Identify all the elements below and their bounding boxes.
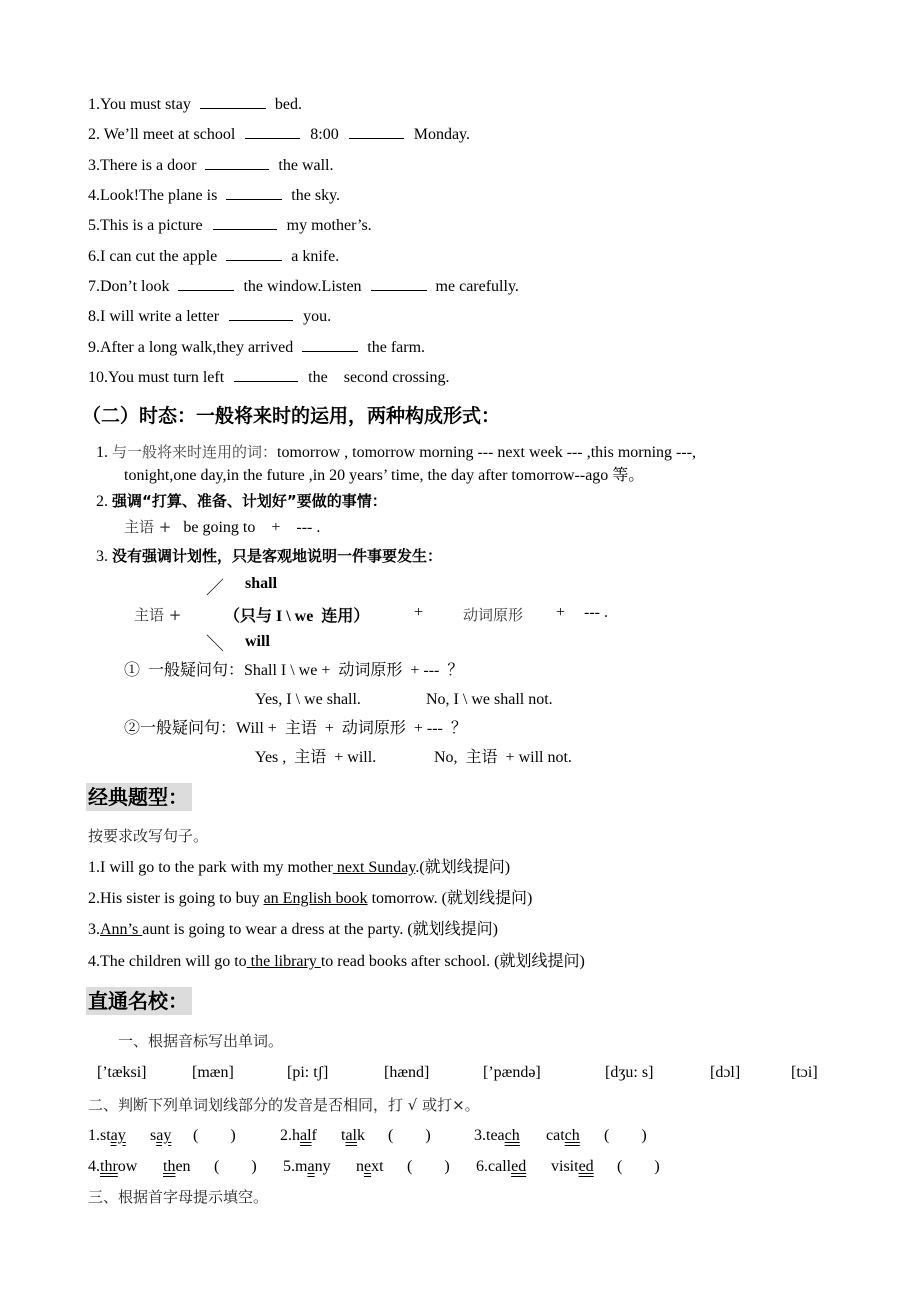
answer-parentheses[interactable]: ( ) — [604, 1127, 647, 1144]
item-number: 8. — [88, 308, 100, 325]
answer-parentheses[interactable]: ( ) — [193, 1127, 236, 1144]
answer-no-2: No, 主语 + will not. — [434, 749, 572, 766]
phonetic-item: [hænd] — [384, 1064, 430, 1081]
underlined-sound: e — [364, 1158, 372, 1175]
answer-blank[interactable] — [234, 367, 298, 382]
pair-number: 3. — [474, 1127, 486, 1144]
answer-parentheses[interactable]: ( ) — [617, 1158, 660, 1175]
point-number: 3. — [96, 548, 108, 565]
underlined-sound: ch — [564, 1127, 580, 1144]
sentence-text: 3. — [88, 921, 100, 938]
answer-parentheses[interactable]: ( ) — [388, 1127, 431, 1144]
point-number: 2. — [96, 493, 108, 510]
sentence-text: 2.His sister is going to buy — [88, 890, 264, 907]
answer-blank[interactable] — [226, 246, 282, 261]
item-text: There is a door — [100, 157, 197, 174]
sentence-instruction: to read books after school. (就划线提问) — [320, 953, 585, 970]
section-heading: 直通名校： — [86, 987, 192, 1015]
answer-blank[interactable] — [226, 185, 282, 200]
underlined-sound: ed — [578, 1158, 594, 1175]
usage-note: （只与 I \ we 连用） — [224, 608, 370, 625]
word-part: en — [175, 1158, 191, 1175]
question-form-2: ②一般疑问句：Will + 主语 + 动词原形 + --- ？ — [124, 720, 467, 737]
item-text: the farm. — [367, 339, 426, 356]
formula-plus: + — [271, 519, 281, 536]
item-number: 3. — [88, 157, 100, 174]
answer-blank[interactable] — [213, 215, 277, 230]
item-text: my mother’s. — [286, 217, 372, 234]
item-text: You must turn left — [108, 369, 225, 386]
word-part: xt — [371, 1158, 384, 1175]
question-form-1: ① 一般疑问句：Shall I \ we + 动词原形 + --- ？ — [124, 662, 464, 679]
item-number: 7. — [88, 278, 100, 295]
item-number: 9. — [88, 339, 100, 356]
underlined-sound: ed — [511, 1158, 527, 1175]
point-number: 1. — [96, 444, 108, 461]
phonetic-item: [mæn] — [192, 1064, 234, 1081]
sentence-text: 4.The children will go to — [88, 953, 247, 970]
formula-verb: 动词原形 — [463, 606, 524, 624]
point-text: 强调“打算、准备、计划好”要做的事情： — [112, 492, 387, 510]
underlined-sound: thr — [100, 1158, 118, 1175]
pair-number: 2. — [280, 1127, 292, 1144]
school-heading — [86, 988, 192, 1017]
answer-blank[interactable] — [302, 337, 358, 352]
part-3-title: 三、根据首字母提示填空。 — [88, 1188, 269, 1206]
formula-phrase: be going to — [183, 519, 256, 536]
answer-yes-1: Yes, I \ we shall. — [255, 691, 361, 708]
pair-4 — [88, 1157, 137, 1177]
sentence-instruction: tomorrow. (就划线提问) — [367, 890, 533, 907]
point-text: 没有强调计划性，只是客观地说明一件事要发生： — [112, 547, 443, 565]
answer-no-1: No, I \ we shall not. — [426, 691, 553, 708]
word-part: visit — [551, 1158, 579, 1175]
exercise-item-3 — [88, 155, 334, 176]
item-text: 8:00 — [310, 126, 339, 143]
word-part: s — [150, 1127, 157, 1144]
underlined-sound: a — [307, 1158, 315, 1175]
be-going-to-formula — [124, 517, 320, 538]
answer-blank[interactable] — [229, 306, 293, 321]
item-number: 1. — [88, 96, 100, 113]
will-label: will — [245, 633, 270, 650]
item-text: the second crossing. — [308, 369, 450, 386]
word-part: ow — [117, 1158, 138, 1175]
formula-subject: 主语 + — [124, 518, 172, 536]
point-1-continued: tonight,one day,in the future ,in 20 years’ time, the day after tomorrow--ago 等。 — [124, 467, 645, 484]
answer-blank[interactable] — [371, 276, 427, 291]
underlined-part: the library — [246, 953, 321, 970]
exercise-item-4 — [88, 185, 340, 206]
pair-5 — [283, 1157, 331, 1177]
item-number: 10. — [88, 369, 108, 386]
shall-label: shall — [245, 575, 278, 592]
sentence-instruction: aunt is going to wear a dress at the party. (就划线提问) — [142, 921, 499, 938]
underlined-part: an English book — [263, 890, 368, 907]
point-1 — [96, 442, 696, 463]
word-part: h — [292, 1127, 300, 1144]
pair-5-word-2 — [356, 1157, 384, 1177]
word-part: st — [100, 1127, 111, 1144]
answer-blank[interactable] — [200, 94, 266, 109]
sentence-text: 1.I will go to the park with my mother — [88, 859, 333, 876]
section-title: （二）时态：一般将来时的运用，两种构成形式： — [82, 405, 501, 427]
rewrite-item-3 — [88, 920, 498, 940]
underlined-part: next Sunday — [332, 859, 416, 876]
item-text: I will write a letter — [100, 308, 220, 325]
item-number: 5. — [88, 217, 100, 234]
instruction: 按要求改写句子。 — [88, 827, 209, 845]
underlined-sound: al — [345, 1127, 357, 1144]
exercise-item-9 — [88, 337, 425, 358]
item-text: We’ll meet at school — [100, 126, 236, 143]
word-part: cat — [546, 1127, 565, 1144]
item-text: the sky. — [291, 187, 341, 204]
pair-3 — [474, 1126, 520, 1146]
time-words: tomorrow , tomorrow morning --- next week --- ,this morning ---, — [277, 444, 697, 461]
item-text: the window.Listen — [243, 278, 362, 295]
item-text: the wall. — [278, 157, 334, 174]
phonetic-item: [pi: tʃ] — [287, 1064, 329, 1081]
item-text: a knife. — [291, 248, 340, 265]
point-2 — [96, 491, 387, 512]
phonetic-item: [dɔl] — [710, 1064, 741, 1081]
item-text: Don’t look — [100, 278, 170, 295]
pair-number: 5. — [283, 1158, 295, 1175]
pair-1 — [88, 1126, 126, 1146]
formula-tail: --- . — [584, 604, 608, 621]
item-number: 2. — [88, 126, 100, 143]
phonetic-item: [’tæksi] — [97, 1064, 147, 1081]
formula-plus: + — [556, 604, 566, 621]
phonetic-item: [’pændə] — [483, 1064, 541, 1081]
pair-2 — [280, 1126, 317, 1146]
formula-tail: --- . — [296, 519, 321, 536]
word-part: f — [311, 1127, 317, 1144]
pair-3-word-2 — [546, 1126, 580, 1146]
exercise-item-7 — [88, 276, 519, 297]
exercise-item-1 — [88, 94, 302, 115]
item-number: 4. — [88, 187, 100, 204]
slash-down-icon: ＼ — [206, 634, 224, 654]
underlined-sound: al — [300, 1127, 312, 1144]
exercise-item-8 — [88, 306, 331, 327]
word-part: m — [295, 1158, 308, 1175]
underlined-sound: ch — [504, 1127, 520, 1144]
point-3 — [96, 546, 442, 567]
word-part: k — [357, 1127, 365, 1144]
item-text: me carefully. — [435, 278, 519, 295]
item-text: Look!The plane is — [100, 187, 218, 204]
phonetic-item: [dʒu: s] — [605, 1064, 654, 1081]
pair-2-word-2 — [341, 1126, 365, 1146]
section-heading: 经典题型： — [86, 783, 192, 811]
word-part: n — [356, 1158, 364, 1175]
word-part: t — [341, 1127, 346, 1144]
word-part: call — [488, 1158, 512, 1175]
exercise-item-6 — [88, 246, 339, 267]
item-number: 6. — [88, 248, 100, 265]
classic-heading — [86, 784, 192, 813]
pair-1-word-2 — [150, 1126, 171, 1146]
rewrite-item-1 — [88, 858, 510, 878]
exercise-item-2 — [88, 124, 470, 145]
part-2-title: 二、判断下列单词划线部分的发音是否相同，打 √ 或打×。 — [88, 1096, 480, 1114]
rewrite-item-2 — [88, 889, 532, 909]
formula-plus: + — [414, 604, 424, 621]
pair-number: 4. — [88, 1158, 100, 1175]
item-text: you. — [303, 308, 332, 325]
underlined-sound: th — [163, 1158, 176, 1175]
answer-blank[interactable] — [349, 124, 404, 139]
sentence-instruction: .(就划线提问) — [415, 859, 511, 876]
underlined-sound: ay — [156, 1127, 172, 1144]
answer-parentheses[interactable]: ( ) — [214, 1158, 257, 1175]
pair-6 — [476, 1157, 526, 1177]
item-text: I can cut the apple — [100, 248, 218, 265]
answer-blank[interactable] — [245, 124, 300, 139]
item-text: bed. — [274, 96, 302, 113]
pair-number: 1. — [88, 1127, 100, 1144]
answer-parentheses[interactable]: ( ) — [407, 1158, 450, 1175]
exercise-item-5 — [88, 215, 372, 236]
slash-up-icon: ／ — [206, 578, 224, 598]
item-text: Monday. — [413, 126, 471, 143]
pair-6-word-2 — [551, 1157, 594, 1177]
word-part: ny — [314, 1158, 331, 1175]
phonetic-item: [tɔi] — [791, 1064, 818, 1081]
item-text: After a long walk,they arrived — [100, 339, 294, 356]
pair-4-word-2 — [163, 1157, 191, 1177]
exercise-item-10 — [88, 367, 449, 388]
answer-blank[interactable] — [205, 155, 269, 170]
rewrite-item-4 — [88, 952, 585, 972]
underlined-part: Ann’s — [100, 921, 143, 938]
underlined-sound: ay — [110, 1127, 126, 1144]
word-part: tea — [486, 1127, 505, 1144]
part-1-title: 一、根据音标写出单词。 — [118, 1032, 284, 1050]
formula-subject: 主语 + — [134, 606, 182, 624]
point-label: 与一般将来时连用的词： — [112, 443, 278, 461]
answer-yes-2: Yes , 主语 + will. — [255, 749, 377, 766]
item-text: This is a picture — [100, 217, 203, 234]
answer-blank[interactable] — [178, 276, 234, 291]
pair-number: 6. — [476, 1158, 488, 1175]
item-text: You must stay — [100, 96, 191, 113]
